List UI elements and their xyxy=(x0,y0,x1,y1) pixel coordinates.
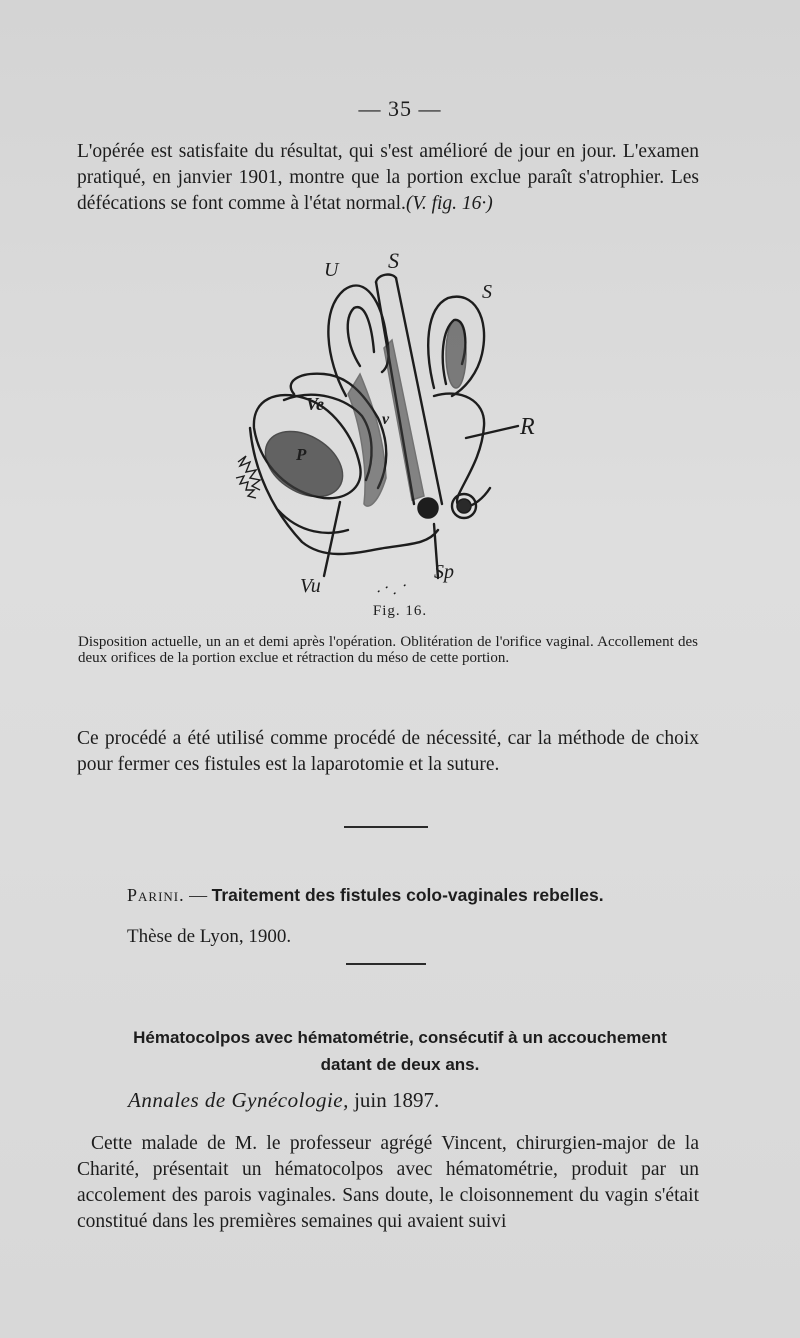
paragraph-result-text: L'opérée est satisfaite du résultat, qui s'est amélioré de jour en jour. L'examen pratiqué, en janvier 1901, montre que la portion exclue paraît s'atrophier. Les défécations se font comme à l'état normal. xyxy=(77,141,699,214)
pointer-vu xyxy=(324,502,340,576)
reference-author: Parini. xyxy=(127,885,185,905)
reference-parini xyxy=(127,885,604,906)
label-u-top: U xyxy=(324,259,339,281)
sigmoid-tube-top xyxy=(376,275,396,282)
section-divider-2 xyxy=(346,963,426,965)
section-divider xyxy=(344,826,428,828)
journal-reference xyxy=(128,1088,439,1113)
label-s-right: S xyxy=(482,281,492,303)
vaginal-shading xyxy=(348,374,386,506)
pointer-r xyxy=(466,426,518,438)
right-loop-shading xyxy=(446,320,466,388)
reference-thesis: Thèse de Lyon, 1900. xyxy=(127,926,292,947)
reference-dash: — xyxy=(184,885,212,905)
label-ve: Ve xyxy=(306,394,324,414)
journal-name: Annales de Gynécologie, xyxy=(128,1088,349,1112)
label-v: v xyxy=(382,411,390,428)
label-sp: Sp xyxy=(434,561,454,583)
dotted-mark xyxy=(378,584,406,594)
tube-shading xyxy=(384,340,424,500)
uterus-inner xyxy=(348,307,374,366)
orifice-left xyxy=(418,498,438,518)
anatomical-figure xyxy=(228,248,558,600)
paragraph-case-text: Cette malade de M. le professeur agrégé Vincent, chirurgien-major de la Charité, présentait un hématocolpos avec hématométrie, produit par un accolement des parois vaginales. Sans doute, le cloisonnement du vagin s'était constitué dans les premières semaines qui avaient suivi xyxy=(77,1133,699,1232)
label-s-top: S xyxy=(388,248,399,273)
label-vu: Vu xyxy=(300,575,321,597)
orifice-right-core xyxy=(457,499,471,513)
reference-title: Traitement des fistules colo-vaginales rebelles. xyxy=(211,885,604,905)
paragraph-procedure: Ce procédé a été utilisé comme procédé de nécessité, car la méthode de choix pour fermer ces fistules est la laparotomie et la suture. xyxy=(77,728,699,775)
section-heading-line-1: Hématocolpos avec hématométrie, consécutif à un accouchement xyxy=(133,1028,667,1047)
section-heading xyxy=(100,1024,700,1078)
figure-number: Fig. 16. xyxy=(372,603,428,619)
paragraph-result xyxy=(77,139,699,217)
rectum-outline xyxy=(434,394,490,508)
paragraph-case xyxy=(77,1131,699,1235)
label-r: R xyxy=(520,414,535,440)
page-number: — 35 — xyxy=(358,96,442,121)
journal-date: juin 1897. xyxy=(348,1088,440,1112)
section-heading-line-2: datant de deux ans. xyxy=(320,1055,480,1074)
label-p: P xyxy=(296,445,307,464)
figure-caption: Disposition actuelle, un an et demi après l'opération. Oblitération de l'orifice vaginal. Accollement des deux orifices de la portion exclue et rétraction du méso de cette portion. xyxy=(78,634,698,666)
figure-reference: (V. fig. 16·) xyxy=(405,193,493,214)
